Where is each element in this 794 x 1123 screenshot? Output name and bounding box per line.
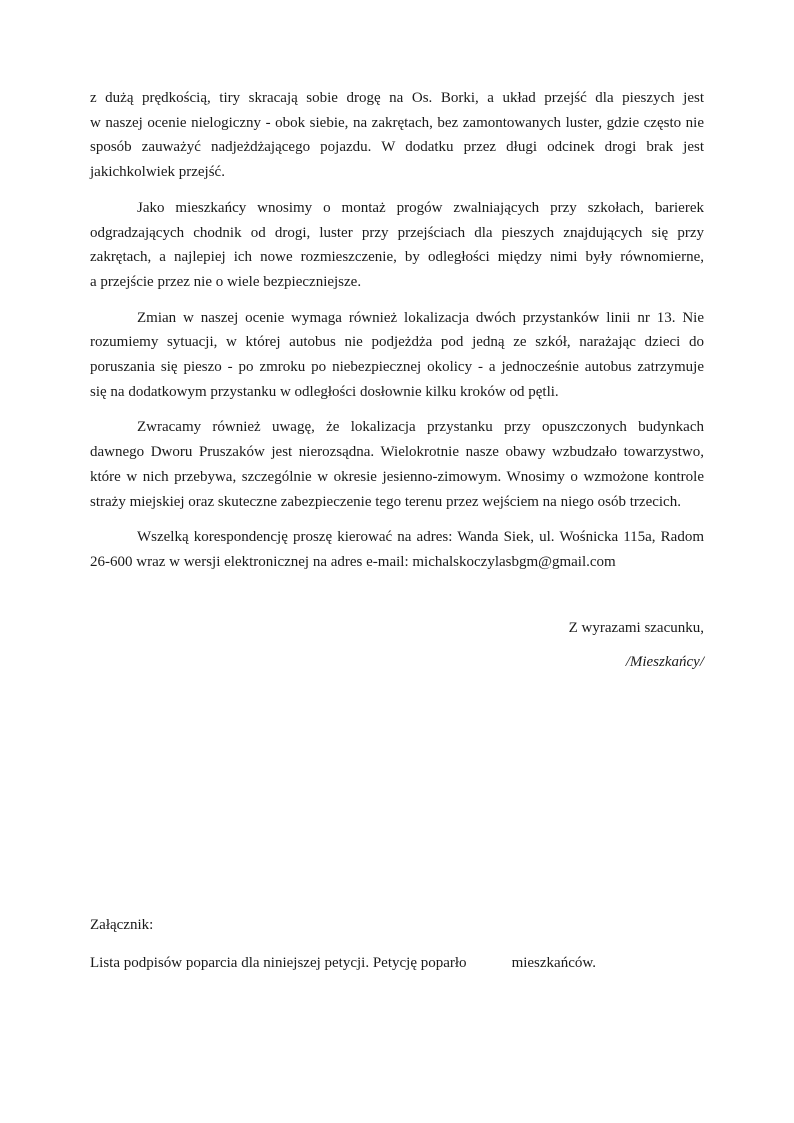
body-paragraph-3 [90,306,704,405]
text-line: a przejście przez nie o wiele bezpieczniejsze. [90,273,362,290]
text-line: które w nich przebywa, szczególnie w okresie jesienno-zimowym. Wnosimy o wzmożone kontrole [90,468,704,485]
body-paragraph-4 [90,415,704,514]
text-line: odgradzających chodnik od drogi, luster przy przejściach dla pieszych znajdujących się przy [90,224,704,241]
text-line: się na dodatkowym przystanku w odległości dosłownie kilku kroków od pętli. [90,383,559,400]
text-line: poruszania się pieszo - po zmroku po niebezpiecznej okolicy - a jednocześnie autobus zatrzymuje [90,359,704,376]
text-line: sposób zauważyć nadjeżdżającego pojazdu. W dodatku przez długi odcinek drogi brak jest [90,139,704,156]
body-paragraph-2 [90,196,704,295]
text-line: 26-600 wraz w wersji elektronicznej na adres e-mail: michalskoczylasbgm@gmail.com [90,553,616,570]
text-line: rozumiemy sytuacji, w której autobus nie podjeżdża pod jedną ze szkół, narażając dzieci do [90,334,704,351]
text-line: w naszej ocenie nielogiczny - obok siebie, na zakrętach, bez zamontowanych luster, gdzie często nie [90,114,704,131]
attachment-description [90,951,704,976]
closing-salutation: Z wyrazami szacunku, [568,619,704,636]
attachment-text-after-count: mieszkańców. [511,954,596,971]
body-paragraph-1 [90,86,704,185]
attachment-text-before-count: Lista podpisów poparcia dla niniejszej petycji. Petycję poparło [90,954,467,971]
text-line: Zwracamy również uwagę, że lokalizacja przystanku przy opuszczonych budynkach [137,419,704,436]
text-line: jakichkolwiek przejść. [90,164,225,181]
text-line: straży miejskiej oraz skuteczne zabezpieczenie tego terenu przez wejściem na niego osób trzecich. [90,493,681,510]
text-line: dawnego Dworu Pruszaków jest nierozsądna. Wielokrotnie nasze obawy wzbudzało towarzystwo, [90,444,704,461]
closing-signature: /Mieszkańcy/ [625,654,704,671]
text-line: Wszelką korespondencję proszę kierować na adres: Wanda Siek, ul. Wośnicka 115a, Radom [137,529,704,546]
text-line: z dużą prędkością, tiry skracają sobie drogę na Os. Borki, a układ przejść dla pieszych jest [90,90,704,106]
text-line: zakrętach, a najlepiej ich nowe rozmieszczenie, by odległości między nimi były równomierne, [90,249,704,266]
text-line: Zmian w naszej ocenie wymaga również lokalizacja dwóch przystanków linii nr 13. Nie [137,309,704,326]
body-paragraph-5 [90,525,704,574]
text-line: Jako mieszkańcy wnosimy o montaż progów zwalniających przy szkołach, barierek [137,199,704,216]
attachment-label: Załącznik: [90,917,154,934]
